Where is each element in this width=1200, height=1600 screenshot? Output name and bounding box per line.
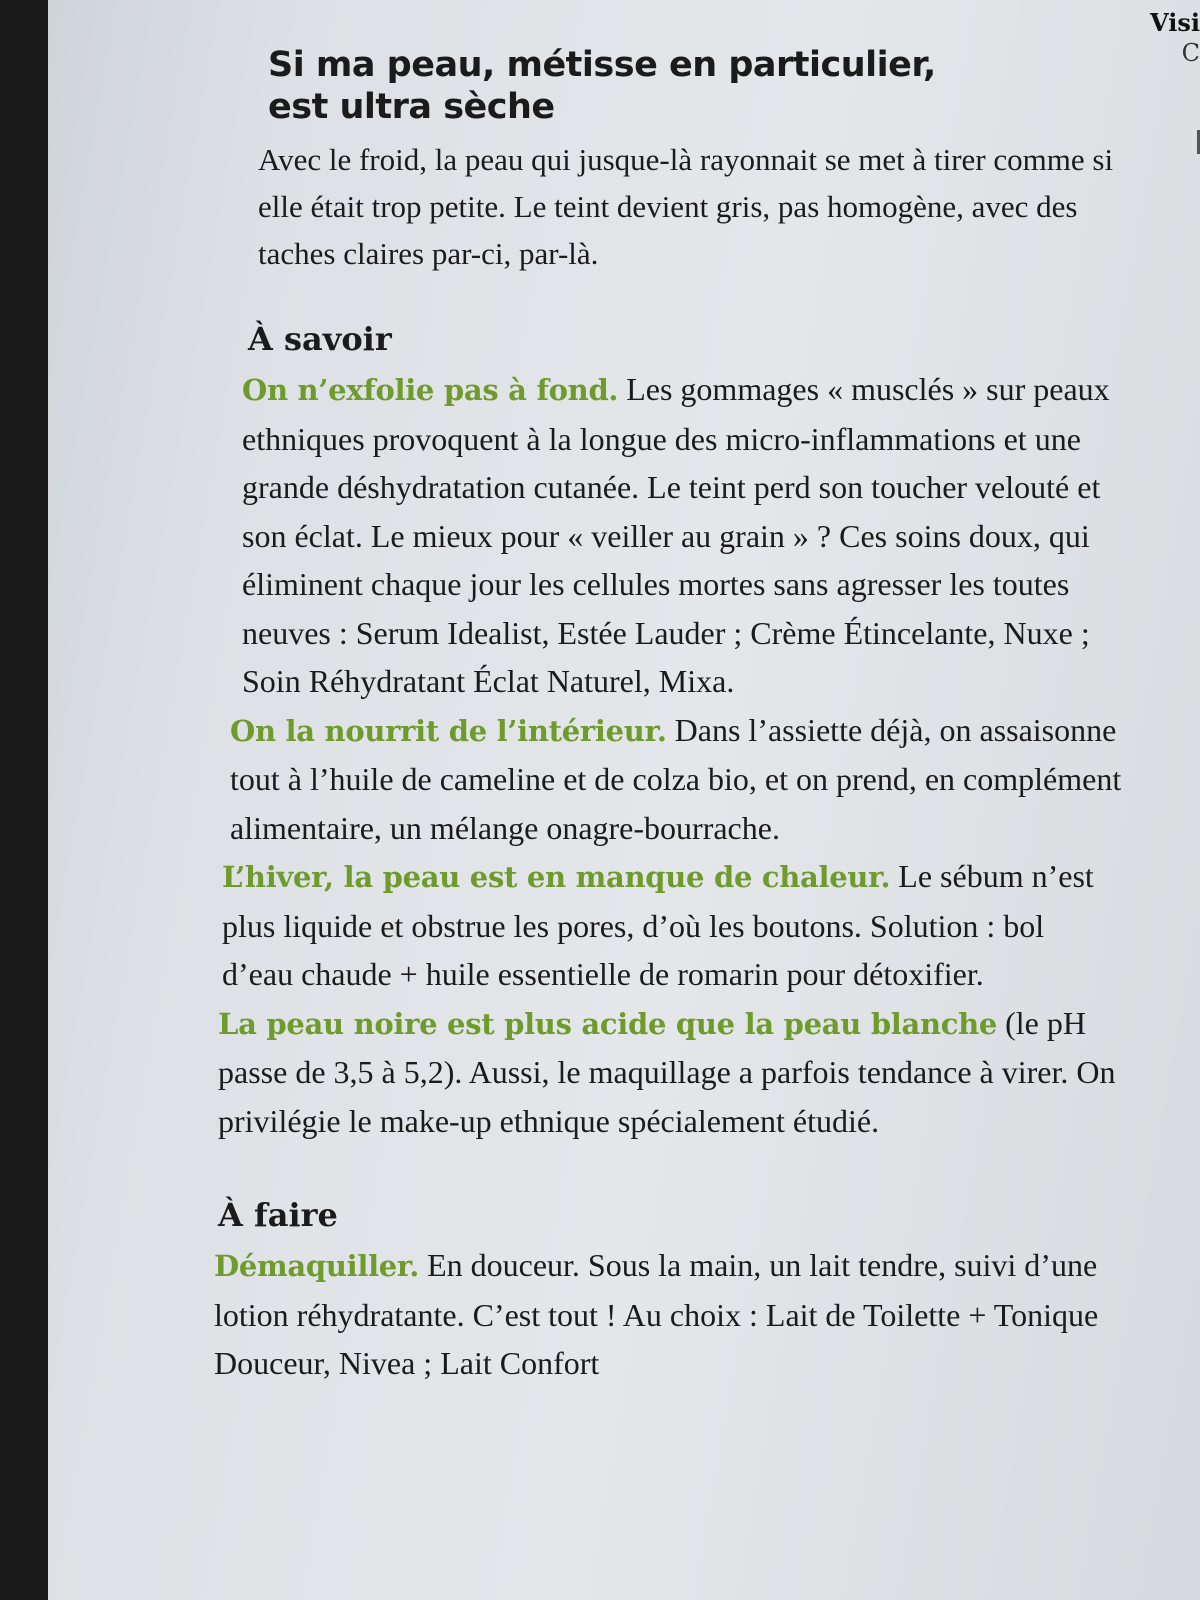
magazine-page	[48, 0, 1200, 1600]
paragraph-nourrit	[230, 706, 1123, 853]
article-body	[214, 44, 1123, 1388]
corner-text-2: C	[1181, 39, 1200, 67]
adjacent-column-fragment	[1130, 8, 1200, 68]
highlight-lead: Démaquiller.	[214, 1249, 420, 1283]
article-title	[268, 44, 1123, 128]
section-heading-faire: À faire	[218, 1196, 338, 1234]
highlight-lead: On n’exfolie pas à fond.	[242, 373, 619, 407]
highlight-lead: L’hiver, la peau est en manque de chaleur.	[222, 860, 891, 894]
paragraph-text: Les gommages « musclés » sur peaux ethniques provoquent à la longue des micro-inflammations et une grande déshydratation cutanée. Le teint perd son toucher velouté et son éclat. Le mieux pour « veiller au grain » ? Ces soins doux, qui éliminent chaque jour les cellules mortes sans agresser les toutes neuves : Serum Idealist, Estée Lauder ; Crème Étincelante, Nuxe ; Soin Réhydratant Éclat Naturel, Mixa.	[242, 371, 1110, 699]
highlight-lead: On la nourrit de l’intérieur.	[230, 713, 667, 748]
highlight-lead: La peau noire est plus acide que la peau blanche	[218, 1006, 998, 1041]
paragraph-hiver	[222, 852, 1123, 999]
lead-paragraph: Avec le froid, la peau qui jusque-là rayonnait se met à tirer comme si elle était trop petite. Le teint devient gris, pas homogène, avec des taches claires par-ci, par-là.	[258, 142, 1114, 271]
paragraph-acide	[218, 999, 1123, 1146]
corner-text-1: Visi	[1150, 8, 1200, 37]
paragraph-text: Le sébum n’est plus liquide et obstrue les pores, d’où les boutons. Solution : bol d’eau chaude + huile essentielle de romarin pour détoxifier.	[222, 858, 1094, 992]
paragraph-exfolie	[242, 365, 1123, 706]
section-heading-savoir: À savoir	[248, 320, 392, 358]
paragraph-text: Dans l’assiette déjà, on assaisonne tout à l’huile de cameline et de colza bio, et on prend, en complément alimentaire, un mélange onagre-bourrache.	[230, 711, 1122, 846]
title-line-2: est ultra sèche	[268, 87, 555, 127]
paragraph-demaquiller	[214, 1241, 1123, 1388]
paragraph-text: En douceur. Sous la main, un lait tendre, suivi d’une lotion réhydratante. C’est tout ! Au choix : Lait de Toilette + Tonique Douceur, Nivea ; Lait Confort	[214, 1247, 1099, 1381]
title-line-1: Si ma peau, métisse en particulier,	[268, 45, 936, 85]
paragraph-text: (le pH passe de 3,5 à 5,2). Aussi, le maquillage a parfois tendance à virer. On privilégie le make-up ethnique spécialement étudié.	[218, 1004, 1116, 1139]
